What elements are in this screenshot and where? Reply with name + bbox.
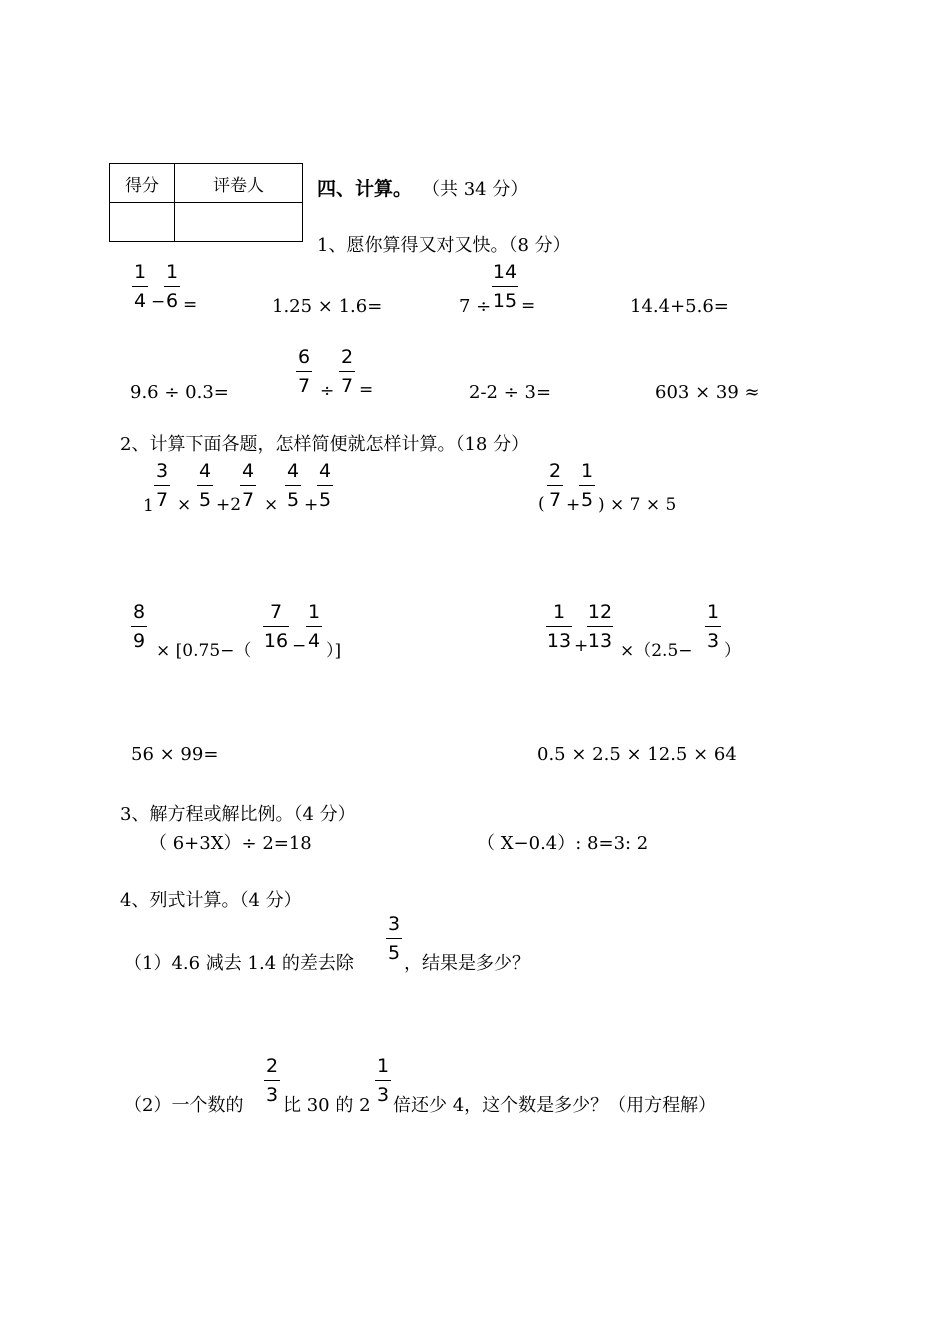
score-header: 得分 [110, 164, 175, 203]
fraction: 4 5 [198, 460, 212, 511]
q4-title: 4、列式计算。（4 分） [120, 890, 302, 911]
q2-expr-f: 0.5 × 2.5 × 12.5 × 64 [537, 744, 737, 765]
q2-title: 2、计算下面各题，怎样简便就怎样计算。（18 分） [120, 434, 530, 455]
fraction: 12 13 [587, 601, 613, 652]
fraction: 4 5 [286, 460, 300, 511]
fraction: 6 7 [297, 346, 311, 397]
fraction: 14 15 [492, 261, 518, 312]
grader-header: 评卷人 [175, 164, 303, 203]
fraction: 1 3 [376, 1055, 390, 1106]
fraction: 1 5 [580, 460, 594, 511]
q1-expr-4: 14.4+5.6= [630, 296, 729, 317]
fraction: 1 4 [133, 261, 147, 312]
q1-title: 1、愿你算得又对又快。（8 分） [317, 235, 571, 256]
fraction: 1 6 [165, 261, 179, 312]
section-points: （共 34 分） [422, 179, 529, 200]
q3-title: 3、解方程或解比例。（4 分） [120, 804, 356, 825]
score-table [109, 163, 303, 242]
q1-expr-8: 603 × 39 ≈ [655, 382, 760, 403]
q3-expr-a: （ 6+3X）÷ 2=18 [149, 833, 312, 854]
fraction: 8 9 [132, 601, 146, 652]
q2-expr-e: 56 × 99= [131, 744, 219, 765]
fraction: 1 4 [307, 601, 321, 652]
fraction: 7 16 [263, 601, 289, 652]
fraction: 3 7 [155, 460, 169, 511]
section-title: 四、计算。 [317, 178, 413, 200]
grader-cell[interactable] [175, 203, 303, 242]
fraction: 2 7 [340, 346, 354, 397]
q1-expr-7: 2-2 ÷ 3= [469, 382, 552, 403]
fraction: 2 7 [548, 460, 562, 511]
fraction: 4 7 [241, 460, 255, 511]
q1-expr-2: 1.25 × 1.6= [272, 296, 383, 317]
q1-expr-5: 9.6 ÷ 0.3= [130, 382, 229, 403]
fraction: 3 5 [387, 913, 401, 964]
fraction: 4 5 [318, 460, 332, 511]
score-cell[interactable] [110, 203, 175, 242]
fraction: 2 3 [265, 1055, 279, 1106]
q3-expr-b: （ X−0.4）: 8=3: 2 [477, 833, 649, 854]
fraction: 1 13 [546, 601, 572, 652]
fraction: 1 3 [706, 601, 720, 652]
